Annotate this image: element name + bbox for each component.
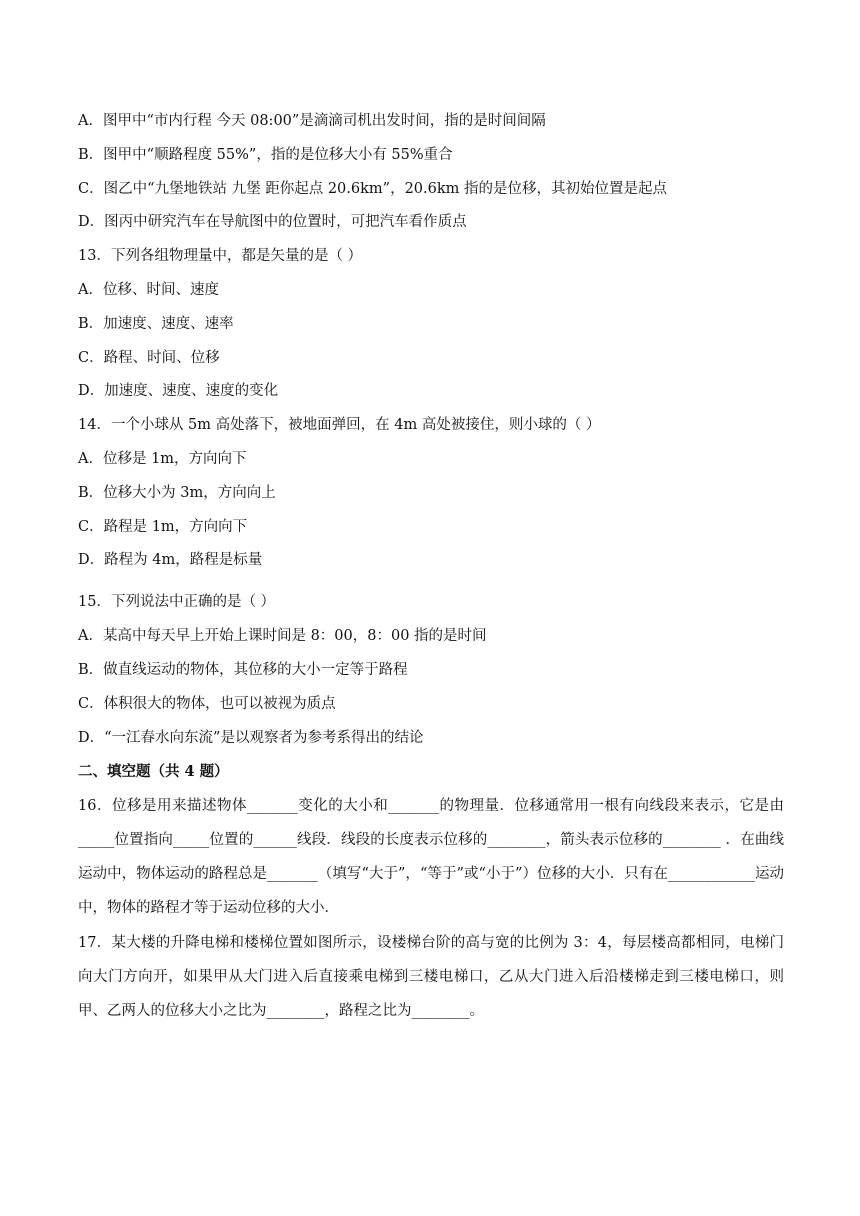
q17-paragraph: 17．某大楼的升降电梯和楼梯位置如图所示，设楼梯台阶的高与宽的比例为 3：4，每层楼高都相同，电梯门向大门方向开，如果甲从大门进入后直接乘电梯到三楼电梯口，乙从大门进入后沿楼梯走到三楼电梯口，则甲、乙两人的位移大小之比为________，路程之比为________。 [78, 935, 784, 1019]
q12-option-c: C．图乙中“九堡地铁站 九堡 距你起点 20.6km”，20.6km 指的是位移，其初始位置是起点 [78, 181, 667, 197]
q14-option-b: B．位移大小为 3m，方向向上 [78, 485, 276, 501]
q14-option-a: A．位移是 1m，方向向下 [78, 451, 247, 467]
q12-option-b: B．图甲中“顺路程度 55%”，指的是位移大小有 55%重合 [78, 147, 453, 163]
q14-option-d: D．路程为 4m，路程是标量 [78, 552, 263, 568]
q16-paragraph: 16．位移是用来描述物体_______变化的大小和_______的物理量．位移通常用一根有向线段来表示，它是由_____位置指向_____位置的______线段．线段的长度表示位移的________，箭头表示位移的________ ．在曲线运动中，物体运动的路程总是_______（填写“大于”，“等于”或“小于”）位移的大小．只有在____________运动中，物体的路程才等于运动位移的大小． [78, 798, 784, 916]
q13-option-d: D．加速度、速度、速度的变化 [78, 383, 279, 399]
q12-option-a: A．图甲中“市内行程 今天 08:00”是滴滴司机出发时间，指的是时间间隔 [78, 113, 546, 129]
q13-option-c: C．路程、时间、位移 [78, 350, 220, 366]
q15-option-b: B．做直线运动的物体，其位移的大小一定等于路程 [78, 662, 408, 678]
q15-stem: 15．下列说法中正确的是（ ） [78, 594, 276, 610]
section-heading-fill-in: 二、填空题（共 4 题） [78, 763, 229, 780]
q13-option-b: B．加速度、速度、速率 [78, 316, 234, 332]
q13-option-a: A．位移、时间、速度 [78, 282, 219, 298]
q14-option-c: C．路程是 1m，方向向下 [78, 519, 248, 535]
q15-option-d: D．“一江春水向东流”是以观察者为参考系得出的结论 [78, 730, 424, 746]
q15-option-c: C．体积很大的物体，也可以被视为质点 [78, 696, 336, 712]
q14-stem: 14．一个小球从 5m 高处落下，被地面弹回，在 4m 高处被接住，则小球的（ ） [78, 417, 601, 433]
q13-stem: 13．下列各组物理量中，都是矢量的是（ ） [78, 248, 363, 264]
q12-option-d: D．图丙中研究汽车在导航图中的位置时，可把汽车看作质点 [78, 214, 467, 230]
q15-option-a: A．某高中每天早上开始上课时间是 8：00，8：00 指的是时间 [78, 628, 487, 644]
